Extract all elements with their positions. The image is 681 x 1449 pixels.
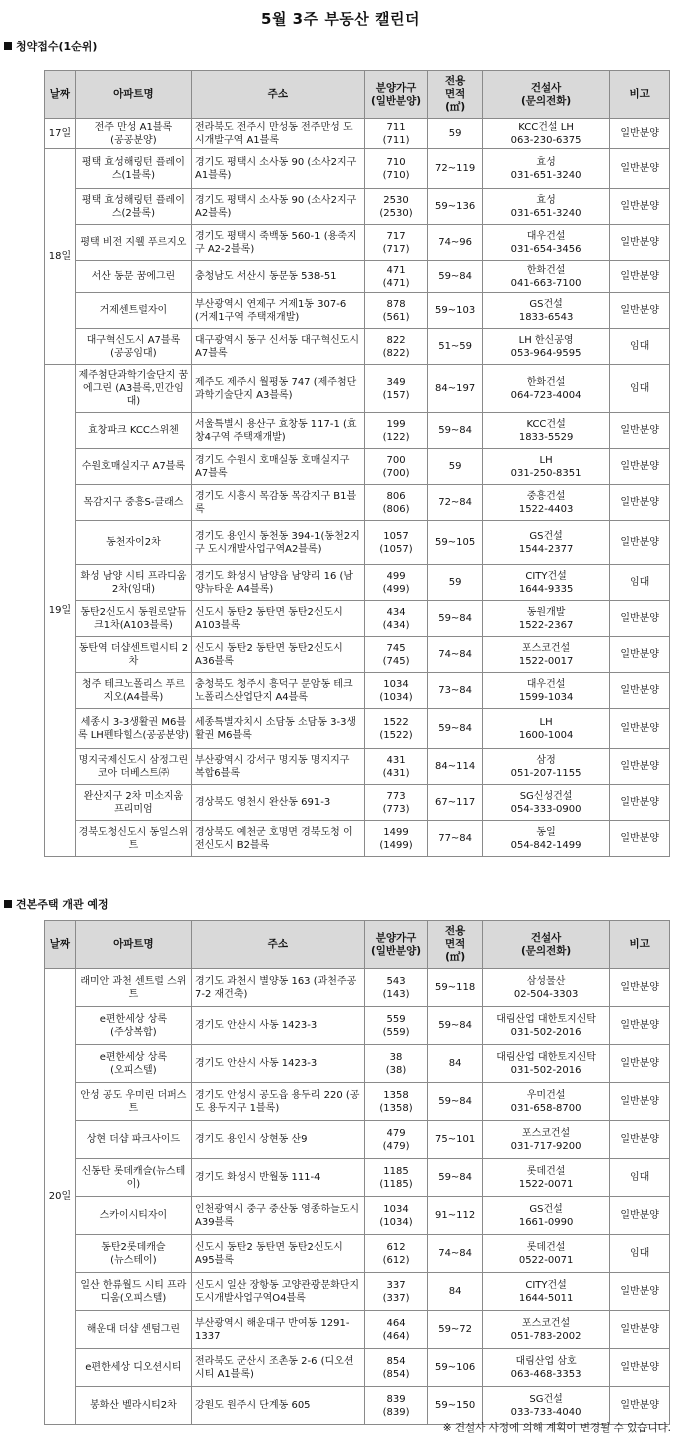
area-cell: 59~103 [428,293,482,329]
units-cell: 499 (499) [364,565,428,601]
remarks-cell: 임대 [610,565,670,601]
builder-cell: KCC건설 LH 063-230-6375 [482,119,609,149]
units-cell: 199 (122) [364,413,428,449]
builder-cell: 대림산업 삼호 063-468-3353 [482,1349,609,1387]
address-cell: 경기도 평택시 소사동 90 (소사2지구 A2블록) [191,189,364,225]
remarks-cell: 일반분양 [610,673,670,709]
apartment-name-cell: 동천자이2차 [75,521,191,565]
apartment-name-cell: 청주 테크노폴리스 푸르지오(A4블록) [75,673,191,709]
square-bullet-icon [4,42,12,50]
column-header-remarks: 비고 [610,921,670,969]
remarks-cell: 일반분양 [610,149,670,189]
remarks-cell: 일반분양 [610,1083,670,1121]
remarks-cell: 일반분양 [610,119,670,149]
remarks-cell: 일반분양 [610,413,670,449]
remarks-cell: 일반분양 [610,1311,670,1349]
area-cell: 84 [428,1045,482,1083]
area-cell: 59~84 [428,709,482,749]
units-cell: 434 (434) [364,601,428,637]
address-cell: 경기도 평택시 소사동 90 (소사2지구 A1블록) [191,149,364,189]
table-row [45,149,670,189]
area-cell: 59~136 [428,189,482,225]
units-cell: 471 (471) [364,261,428,293]
builder-cell: 대림산업 대한토지신탁 031-502-2016 [482,1007,609,1045]
area-cell: 59~84 [428,601,482,637]
area-cell: 59~106 [428,1349,482,1387]
table-row [45,565,670,601]
units-cell: 337 (337) [364,1273,428,1311]
square-bullet-icon [4,900,12,908]
column-header-apartment: 아파트명 [75,71,191,119]
builder-cell: 우미건설 031-658-8700 [482,1083,609,1121]
address-cell: 경기도 과천시 별양동 163 (과천주공7-2 재건축) [191,969,364,1007]
area-cell: 73~84 [428,673,482,709]
builder-cell: LH 031-250-8351 [482,449,609,485]
units-cell: 822 (822) [364,329,428,365]
address-cell: 경기도 안산시 사동 1423-3 [191,1045,364,1083]
units-cell: 431 (431) [364,749,428,785]
address-cell: 대구광역시 동구 신서동 대구혁신도시 A7블록 [191,329,364,365]
remarks-cell: 일반분양 [610,1007,670,1045]
address-cell: 신도시 일산 장항동 고양관광문화단지 도시개발사업구역O4블록 [191,1273,364,1311]
table-row [45,1159,670,1197]
apartment-name-cell: 평택 비전 지웰 푸르지오 [75,225,191,261]
units-cell: 710 (710) [364,149,428,189]
address-cell: 경기도 화성시 반월동 111-4 [191,1159,364,1197]
address-cell: 경기도 용인시 상현동 산9 [191,1121,364,1159]
apartment-name-cell: 목감지구 중흥S-클래스 [75,485,191,521]
remarks-cell: 일반분양 [610,749,670,785]
builder-cell: 포스코건설 051-783-2002 [482,1311,609,1349]
table-row [45,225,670,261]
builder-cell: GS건설 1661-0990 [482,1197,609,1235]
model-house-table [44,920,670,1425]
remarks-cell: 일반분양 [610,1197,670,1235]
area-cell: 74~96 [428,225,482,261]
builder-cell: 한화건설 041-663-7100 [482,261,609,293]
address-cell: 충청북도 청주시 흥덕구 문암동 테크노폴리스산업단지 A4블록 [191,673,364,709]
builder-cell: 포스코건설 1522-0017 [482,637,609,673]
units-cell: 38 (38) [364,1045,428,1083]
remarks-cell: 일반분양 [610,225,670,261]
address-cell: 경상북도 영천시 완산동 691-3 [191,785,364,821]
area-cell: 59~84 [428,1007,482,1045]
date-cell: 20일 [45,969,76,1425]
remarks-cell: 임대 [610,365,670,413]
units-cell: 745 (745) [364,637,428,673]
address-cell: 부산광역시 연제구 거제1동 307-6 (거제1구역 주택재개발) [191,293,364,329]
builder-cell: GS건설 1833-6543 [482,293,609,329]
builder-cell: LH 1600-1004 [482,709,609,749]
table-row [45,821,670,857]
column-header-area: 전용 면적 (㎡) [428,71,482,119]
apartment-name-cell: 수원호매실지구 A7블록 [75,449,191,485]
table-row [45,637,670,673]
builder-cell: SG신성건설 054-333-0900 [482,785,609,821]
units-cell: 612 (612) [364,1235,428,1273]
address-cell: 경기도 안산시 사동 1423-3 [191,1007,364,1045]
remarks-cell: 일반분양 [610,601,670,637]
units-cell: 878 (561) [364,293,428,329]
apartment-name-cell: 전주 만성 A1블록 (공공분양) [75,119,191,149]
builder-cell: 동원개발 1522-2367 [482,601,609,637]
units-cell: 806 (806) [364,485,428,521]
apartment-name-cell: 화성 남양 시티 프라디움2차(임대) [75,565,191,601]
address-cell: 서울특별시 용산구 효창동 117-1 (효창4구역 주택재개발) [191,413,364,449]
area-cell: 84 [428,1273,482,1311]
address-cell: 경기도 수원시 호매실동 호매실지구 A7블록 [191,449,364,485]
table-row [45,969,670,1007]
table-row [45,709,670,749]
apartment-name-cell: 평택 효성해링턴 플레이스(2블록) [75,189,191,225]
table-row [45,1311,670,1349]
table-row [45,1045,670,1083]
area-cell: 72~84 [428,485,482,521]
area-cell: 91~112 [428,1197,482,1235]
table-row [45,261,670,293]
apartment-name-cell: 제주첨단과학기술단지 꿈에그린 (A3블록,민간임대) [75,365,191,413]
remarks-cell: 일반분양 [610,785,670,821]
remarks-cell: 일반분양 [610,189,670,225]
table-row [45,673,670,709]
builder-cell: 중흥건설 1522-4403 [482,485,609,521]
units-cell: 479 (479) [364,1121,428,1159]
units-cell: 773 (773) [364,785,428,821]
address-cell: 부산광역시 해운대구 반여동 1291-1337 [191,1311,364,1349]
apartment-name-cell: 동탄역 더샵센트럴시티 2차 [75,637,191,673]
section-heading-text: 견본주택 개관 예정 [16,898,109,911]
area-cell: 59~105 [428,521,482,565]
remarks-cell: 일반분양 [610,709,670,749]
apartment-name-cell: e편한세상 상록 (오피스텔) [75,1045,191,1083]
builder-cell: CITY건설 1644-9335 [482,565,609,601]
apartment-name-cell: e편한세상 상록 (주상복합) [75,1007,191,1045]
table-row [45,1349,670,1387]
address-cell: 인천광역시 중구 중산동 영종하늘도시 A39블록 [191,1197,364,1235]
area-cell: 72~119 [428,149,482,189]
builder-cell: 효성 031-651-3240 [482,149,609,189]
table-row [45,413,670,449]
table-row [45,1121,670,1159]
area-cell: 59~84 [428,261,482,293]
area-cell: 59 [428,119,482,149]
builder-cell: CITY건설 1644-5011 [482,1273,609,1311]
apartment-name-cell: 명지국제신도시 삼정그린코아 더베스트㈜ [75,749,191,785]
apartment-name-cell: 해운대 더샵 센텀그린 [75,1311,191,1349]
table-row [45,785,670,821]
remarks-cell: 일반분양 [610,261,670,293]
builder-cell: SG건설 033-733-4040 [482,1387,609,1425]
area-cell: 67~117 [428,785,482,821]
table-row [45,329,670,365]
units-cell: 2530 (2530) [364,189,428,225]
remarks-cell: 일반분양 [610,969,670,1007]
apartment-name-cell: 거제센트럴자이 [75,293,191,329]
table-row [45,1387,670,1425]
section-heading-text: 청약접수(1순위) [16,40,98,53]
address-cell: 전라북도 전주시 만성동 전주만성 도시개발구역 A1블록 [191,119,364,149]
column-header-date: 날짜 [45,71,76,119]
area-cell: 59 [428,565,482,601]
apartment-name-cell: 봉화산 벨라시티2차 [75,1387,191,1425]
units-cell: 854 (854) [364,1349,428,1387]
column-header-remarks: 비고 [610,71,670,119]
column-header-units: 분양가구 (일반분양) [364,921,428,969]
remarks-cell: 일반분양 [610,293,670,329]
date-cell: 17일 [45,119,76,149]
units-cell: 543 (143) [364,969,428,1007]
units-cell: 1034 (1034) [364,1197,428,1235]
address-cell: 경기도 시흥시 목감동 목감지구 B1블록 [191,485,364,521]
address-cell: 신도시 동탄2 동탄면 동탄2신도시 A103블록 [191,601,364,637]
address-cell: 경기도 평택시 죽백동 560-1 (용죽지구 A2-2블록) [191,225,364,261]
address-cell: 경기도 용인시 동천동 394-1(동천2지구 도시개발사업구역A2블록) [191,521,364,565]
apartment-name-cell: 안성 공도 우미린 더퍼스트 [75,1083,191,1121]
address-cell: 신도시 동탄2 동탄면 동탄2신도시 A95블록 [191,1235,364,1273]
column-header-builder: 건설사 (문의전화) [482,71,609,119]
apartment-name-cell: 세종시 3-3생활권 M6블록 LH펜타힐스(공공분양) [75,709,191,749]
table-row [45,1007,670,1045]
apartment-name-cell: 경북도청신도시 동일스위트 [75,821,191,857]
column-header-address: 주소 [191,921,364,969]
subscription-table [44,70,670,857]
remarks-cell: 일반분양 [610,637,670,673]
table-row [45,749,670,785]
area-cell: 59~84 [428,1159,482,1197]
table-row [45,1197,670,1235]
units-cell: 1057 (1057) [364,521,428,565]
remarks-cell: 임대 [610,1235,670,1273]
address-cell: 충청남도 서산시 동문동 538-51 [191,261,364,293]
table-row [45,1083,670,1121]
column-header-units: 분양가구 (일반분양) [364,71,428,119]
apartment-name-cell: 신동탄 롯데캐슬(뉴스테이) [75,1159,191,1197]
remarks-cell: 일반분양 [610,449,670,485]
units-cell: 717 (717) [364,225,428,261]
remarks-cell: 일반분양 [610,1387,670,1425]
remarks-cell: 임대 [610,1159,670,1197]
remarks-cell: 일반분양 [610,1121,670,1159]
date-cell: 19일 [45,365,76,857]
units-cell: 1185 (1185) [364,1159,428,1197]
builder-cell: 포스코건설 031-717-9200 [482,1121,609,1159]
builder-cell: 대우건설 031-654-3456 [482,225,609,261]
units-cell: 1499 (1499) [364,821,428,857]
table-row [45,119,670,149]
date-cell: 18일 [45,149,76,365]
page-title: 5월 3주 부동산 캘린더 [261,10,420,28]
apartment-name-cell: 효창파크 KCC스위첸 [75,413,191,449]
table-row [45,293,670,329]
remarks-cell: 일반분양 [610,821,670,857]
remarks-cell: 일반분양 [610,1045,670,1083]
apartment-name-cell: 스카이시티자이 [75,1197,191,1235]
area-cell: 84~114 [428,749,482,785]
builder-cell: LH 한신공영 053-964-9595 [482,329,609,365]
area-cell: 59~84 [428,413,482,449]
apartment-name-cell: 서산 동문 꿈에그린 [75,261,191,293]
units-cell: 349 (157) [364,365,428,413]
units-cell: 559 (559) [364,1007,428,1045]
builder-cell: 동일 054-842-1499 [482,821,609,857]
builder-cell: 롯데건설 0522-0071 [482,1235,609,1273]
area-cell: 59~118 [428,969,482,1007]
section-heading-model-house [4,896,109,912]
builder-cell: 대우건설 1599-1034 [482,673,609,709]
table-row [45,189,670,225]
area-cell: 77~84 [428,821,482,857]
apartment-name-cell: e편한세상 디오션시티 [75,1349,191,1387]
column-header-date: 날짜 [45,921,76,969]
units-cell: 464 (464) [364,1311,428,1349]
units-cell: 711 (711) [364,119,428,149]
apartment-name-cell: 대구혁신도시 A7블록 (공공임대) [75,329,191,365]
table-row [45,601,670,637]
area-cell: 75~101 [428,1121,482,1159]
apartment-name-cell: 동탄2롯데캐슬 (뉴스테이) [75,1235,191,1273]
remarks-cell: 일반분양 [610,521,670,565]
builder-cell: 효성 031-651-3240 [482,189,609,225]
address-cell: 경기도 안성시 공도읍 용두리 220 (공도 용두지구 1블록) [191,1083,364,1121]
builder-cell: GS건설 1544-2377 [482,521,609,565]
address-cell: 경기도 화성시 남양읍 남양리 16 (남양뉴타운 A4블록) [191,565,364,601]
units-cell: 1522 (1522) [364,709,428,749]
table-row [45,365,670,413]
address-cell: 부산광역시 강서구 명지동 명지지구 복합6블록 [191,749,364,785]
builder-cell: 삼정 051-207-1155 [482,749,609,785]
remarks-cell: 임대 [610,329,670,365]
section-heading-subscription [4,38,97,54]
area-cell: 59~84 [428,1083,482,1121]
units-cell: 1034 (1034) [364,673,428,709]
header-row [45,71,670,119]
table-row [45,485,670,521]
address-cell: 세종특별자치시 소담동 소담동 3-3생활권 M6블록 [191,709,364,749]
remarks-cell: 일반분양 [610,485,670,521]
address-cell: 경상북도 예천군 호명면 경북도청 이전신도시 B2블록 [191,821,364,857]
builder-cell: KCC건설 1833-5529 [482,413,609,449]
builder-cell: 한화건설 064-723-4004 [482,365,609,413]
apartment-name-cell: 동탄2신도시 동원로얄듀크1차(A103블록) [75,601,191,637]
builder-cell: 대림산업 대한토지신탁 031-502-2016 [482,1045,609,1083]
remarks-cell: 일반분양 [610,1273,670,1311]
area-cell: 59 [428,449,482,485]
units-cell: 1358 (1358) [364,1083,428,1121]
apartment-name-cell: 평택 효성해링턴 플레이스(1블록) [75,149,191,189]
apartment-name-cell: 래미안 과천 센트럴 스위트 [75,969,191,1007]
address-cell: 강원도 원주시 단계동 605 [191,1387,364,1425]
builder-cell: 롯데건설 1522-0071 [482,1159,609,1197]
header-row [45,921,670,969]
area-cell: 51~59 [428,329,482,365]
area-cell: 74~84 [428,1235,482,1273]
apartment-name-cell: 상현 더샵 파크사이드 [75,1121,191,1159]
area-cell: 59~150 [428,1387,482,1425]
table-row [45,1273,670,1311]
area-cell: 84~197 [428,365,482,413]
units-cell: 700 (700) [364,449,428,485]
column-header-apartment: 아파트명 [75,921,191,969]
address-cell: 신도시 동탄2 동탄면 동탄2신도시 A36블록 [191,637,364,673]
area-cell: 74~84 [428,637,482,673]
apartment-name-cell: 일산 한류월드 시티 프라디움(오피스텔) [75,1273,191,1311]
column-header-area: 전용 면적 (㎡) [428,921,482,969]
column-header-address: 주소 [191,71,364,119]
footnote: ※ 건설사 사정에 의해 계획이 변경될 수 있습니다. [442,1422,671,1434]
units-cell: 839 (839) [364,1387,428,1425]
column-header-builder: 건설사 (문의전화) [482,921,609,969]
address-cell: 전라북도 군산시 조촌동 2-6 (디오션시티 A1블록) [191,1349,364,1387]
remarks-cell: 일반분양 [610,1349,670,1387]
builder-cell: 삼성물산 02-504-3303 [482,969,609,1007]
table-row [45,449,670,485]
apartment-name-cell: 완산지구 2차 미소지움 프리미엄 [75,785,191,821]
table-row [45,1235,670,1273]
address-cell: 제주도 제주시 월평동 747 (제주첨단과학기술단지 A3블록) [191,365,364,413]
table-row [45,521,670,565]
area-cell: 59~72 [428,1311,482,1349]
